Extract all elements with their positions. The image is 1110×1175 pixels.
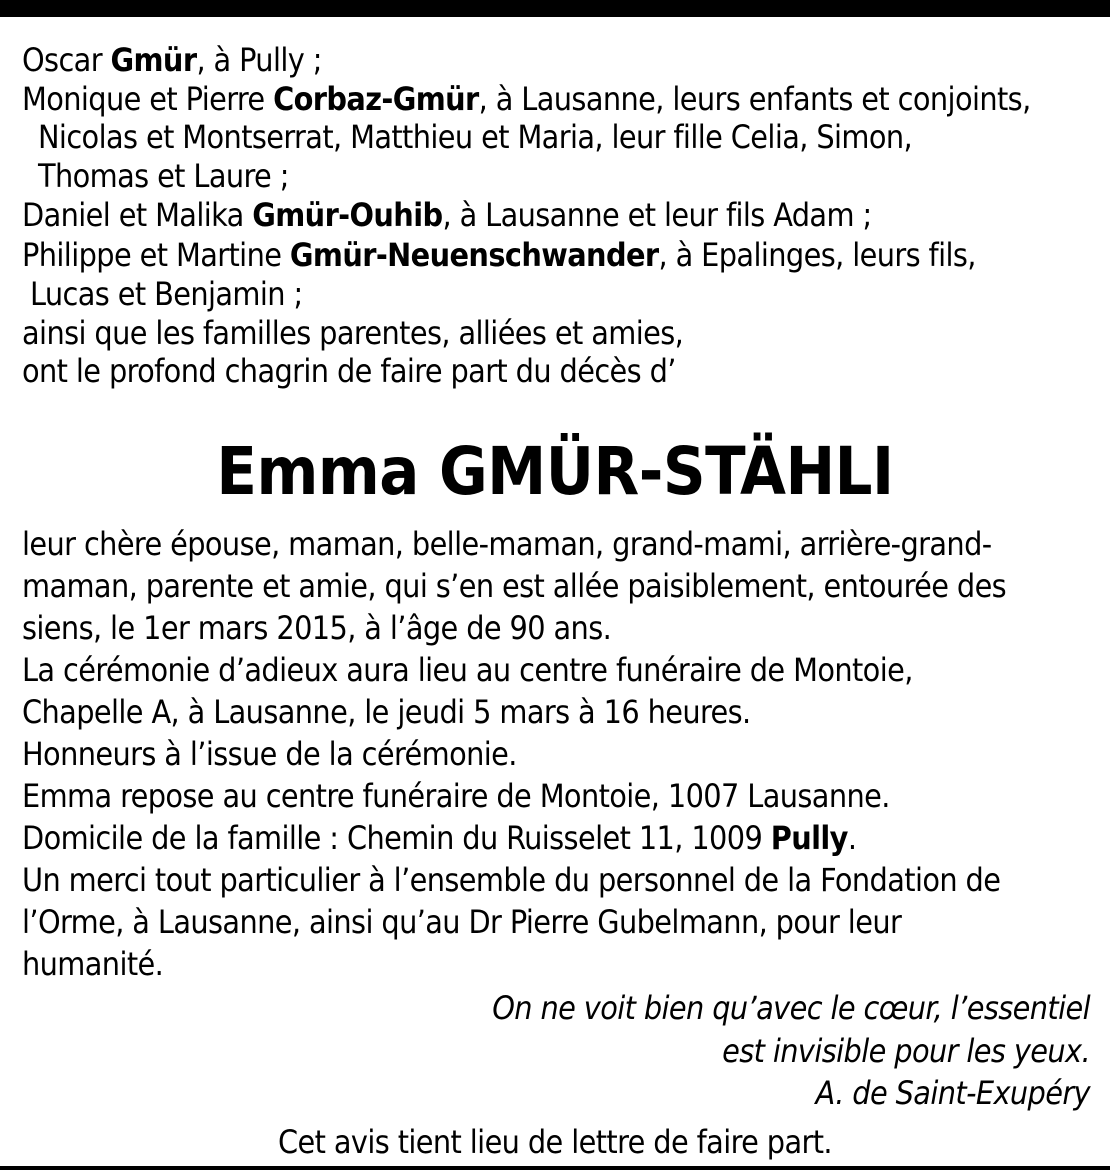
quote-author: A. de Saint-Exupéry <box>815 1074 1090 1112</box>
family-line-announcement: ont le profond chagrin de faire part du décès d’ <box>22 352 676 390</box>
family-line-monique: Monique et Pierre Corbaz-Gmür, à Lausanne, leurs enfants et conjoints, <box>22 80 1031 118</box>
thanks-line-1: Un merci tout particulier à l’ensemble du personnel de la Fondation de <box>22 861 1001 899</box>
body-line-2: maman, parente et amie, qui s’en est allée paisiblement, entourée des <box>22 567 1007 605</box>
town-bold: Pully <box>770 819 848 857</box>
thanks-line-2: l’Orme, à Lausanne, ainsi qu’au Dr Pierre Gubelmann, pour leur <box>22 903 902 941</box>
deceased-name-heading: Emma GMÜR-STÄHLI <box>216 433 894 510</box>
honours-line: Honneurs à l’issue de la cérémonie. <box>22 735 517 773</box>
family-line-oscar: Oscar Gmür, à Pully ; <box>22 41 322 79</box>
ceremony-line-1: La cérémonie d’adieux aura lieu au centre funéraire de Montoie, <box>22 651 913 689</box>
surname-bold: Gmür-Neuenschwander <box>289 236 659 274</box>
quote-line-2: est invisible pour les yeux. <box>722 1032 1090 1070</box>
repose-line: Emma repose au centre funéraire de Montoie, 1007 Lausanne. <box>22 777 890 815</box>
family-line-daniel: Daniel et Malika Gmür-Ouhib, à Lausanne et leur fils Adam ; <box>22 196 872 234</box>
ceremony-line-2: Chapelle A, à Lausanne, le jeudi 5 mars à 16 heures. <box>22 693 751 731</box>
family-line-lucas: Lucas et Benjamin ; <box>30 275 303 313</box>
family-line-philippe: Philippe et Martine Gmür-Neuenschwander, à Epalinges, leurs fils, <box>22 236 976 274</box>
family-line-children: Nicolas et Montserrat, Matthieu et Maria, leur fille Celia, Simon, <box>38 118 913 156</box>
surname-bold: Gmür-Ouhib <box>252 196 443 234</box>
top-border-rule <box>0 0 1110 17</box>
body-line-1: leur chère épouse, maman, belle-maman, grand-mami, arrière-grand- <box>22 525 992 563</box>
bottom-border-rule <box>0 1166 1110 1170</box>
body-line-3: siens, le 1er mars 2015, à l’âge de 90 ans. <box>22 609 612 647</box>
domicile-line: Domicile de la famille : Chemin du Ruisselet 11, 1009 Pully. <box>22 819 857 857</box>
quote-line-1: On ne voit bien qu’avec le cœur, l’essentiel <box>492 989 1090 1027</box>
family-line-relatives: ainsi que les familles parentes, alliées et amies, <box>22 314 684 352</box>
thanks-line-3: humanité. <box>22 945 164 983</box>
closing-note: Cet avis tient lieu de lettre de faire part. <box>278 1123 832 1161</box>
family-line-thomas: Thomas et Laure ; <box>38 157 289 195</box>
surname-bold: Corbaz-Gmür <box>273 80 479 118</box>
surname-bold: Gmür <box>110 41 197 79</box>
